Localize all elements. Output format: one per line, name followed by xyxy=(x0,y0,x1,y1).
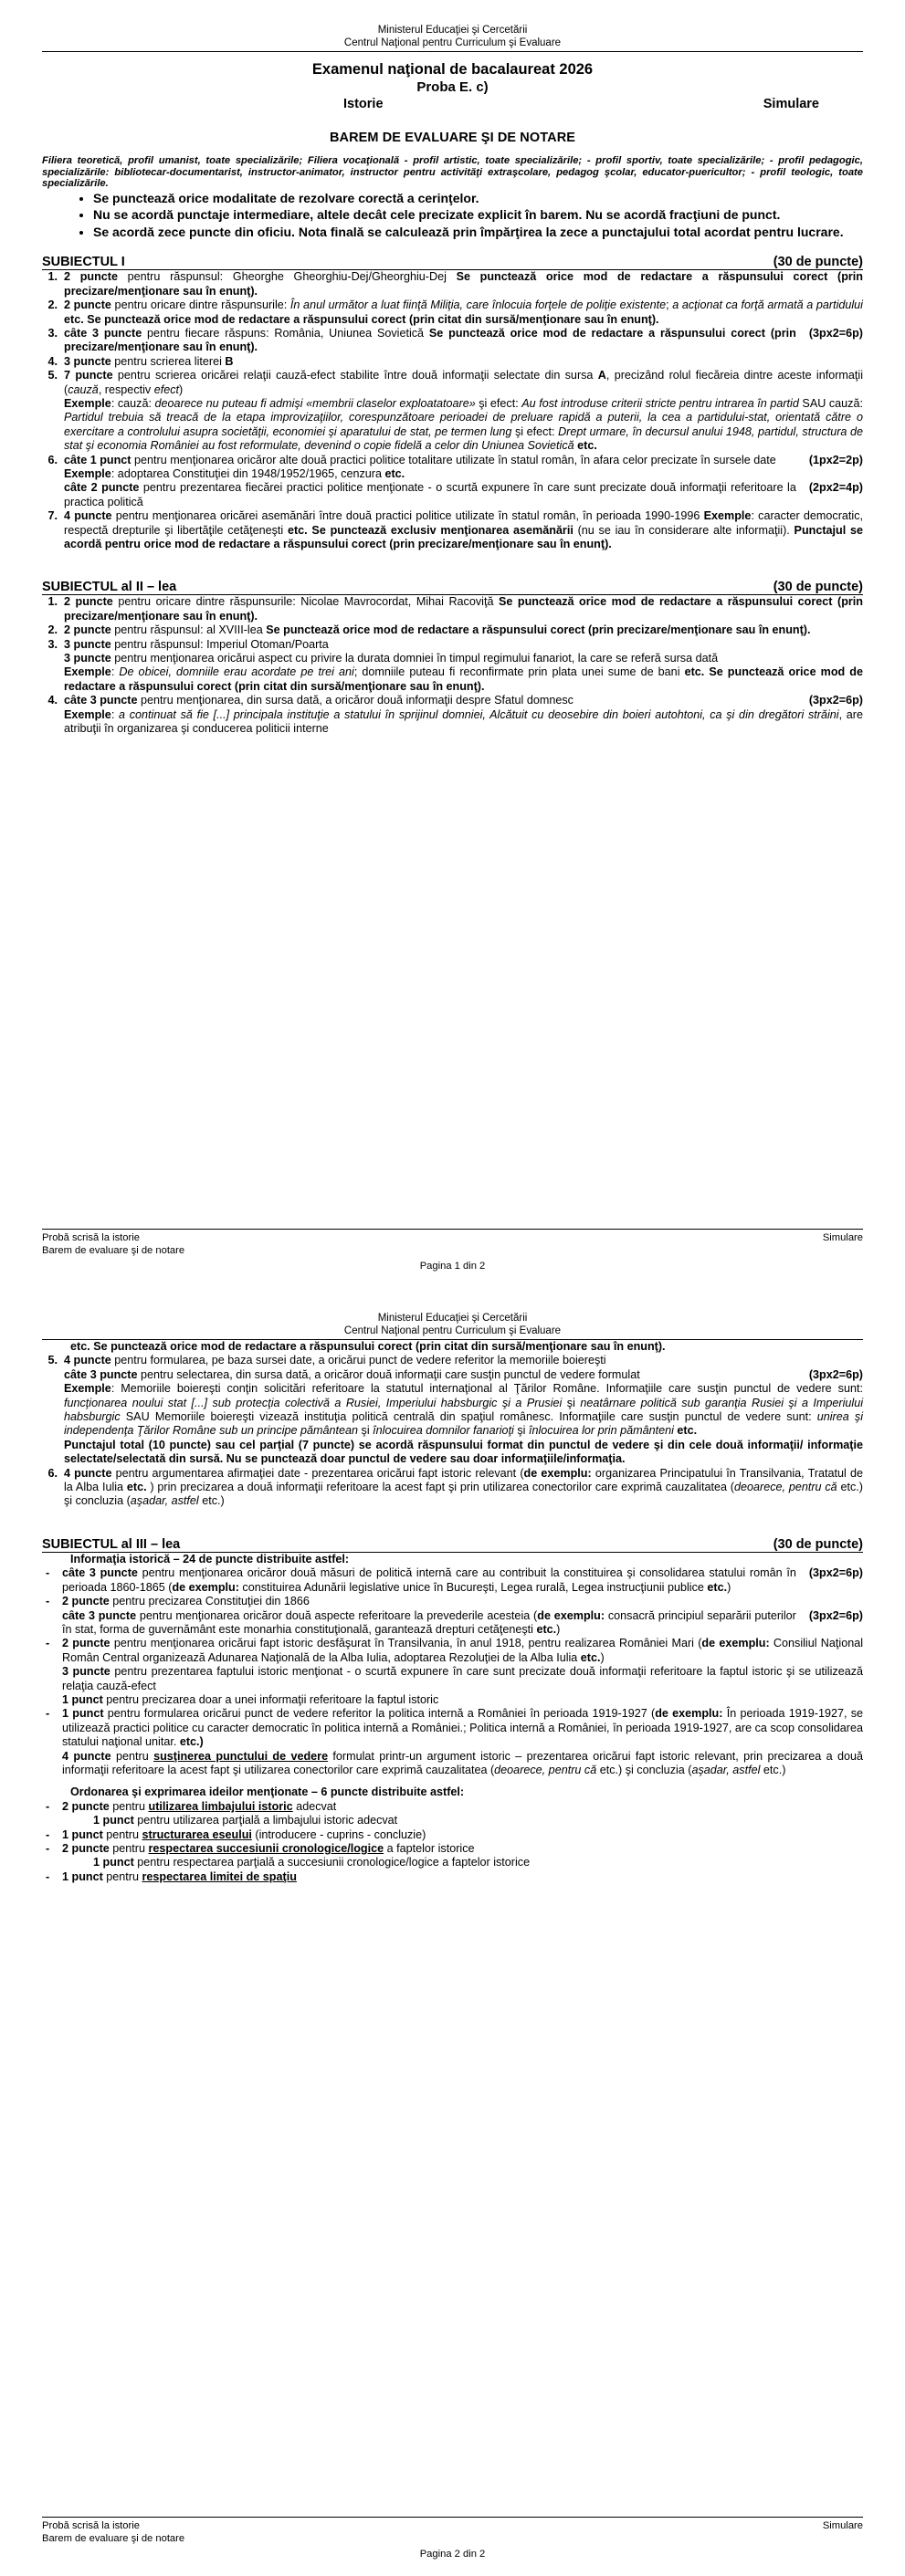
emphasis-bold: 2 puncte xyxy=(62,1637,110,1650)
plain-text: : xyxy=(110,665,120,679)
plain-text: ; domniile puteau fi reconfirmate prin plata unei sume de bani xyxy=(353,665,685,679)
item-text xyxy=(62,1595,863,1637)
grading-item xyxy=(42,595,863,623)
points-value: (3px2=6p) xyxy=(808,1367,863,1381)
plain-text: : caracter democratic, respectă drepturile şi libertăţile cetăţeneşti xyxy=(64,509,863,537)
emphasis-bold: 1 punct xyxy=(62,1827,103,1841)
emphasis-italic: funcţionarea noului stat [...] sub protecţia colectivă a Rusiei, Imperiului habsburgic şi a Prusiei xyxy=(64,1396,563,1409)
emphasis-italic: deoarece nu puteau fi admişi «membrii claselor exploatatoare» xyxy=(154,396,476,410)
plain-text: pentru xyxy=(109,1842,149,1855)
subject-3-order-items xyxy=(42,1800,863,1884)
item-text xyxy=(64,694,863,736)
emphasis-bold: câte 1 punct xyxy=(64,453,132,466)
plain-text: pentru utilizarea parţială a limbajului istoric adecvat xyxy=(133,1814,398,1827)
emphasis-bold: de exemplu: xyxy=(655,1707,723,1721)
subject-2-continued-items xyxy=(42,1354,863,1508)
plain-text: pentru formularea oricărui punct de vedere referitor la politica internă a României în perioada 1919-1927 ( xyxy=(103,1707,656,1721)
plain-text: pentru prezentarea faptului istoric menţionat - o scurtă expunere în care sunt precizate două informaţii referitoare la faptul istoric şi se utilizează relaţia cauză-efect xyxy=(62,1665,863,1692)
emphasis-bold: 2 puncte xyxy=(64,270,118,284)
emphasis-bold: etc. xyxy=(384,466,405,480)
exam-title: Examenul naţional de bacalaureat 2026 xyxy=(311,61,594,78)
emphasis-bold: etc. xyxy=(126,1481,147,1494)
plain-text: pentru menţionarea oricăror două aspecte referitoare la prevederile acesteia ( xyxy=(136,1608,538,1622)
plain-text: etc.) şi concluzia ( xyxy=(64,1481,863,1508)
grading-item xyxy=(42,1566,863,1595)
emphasis-bold: 2 puncte xyxy=(64,298,111,312)
item-extra xyxy=(64,652,863,665)
item-text xyxy=(62,1842,863,1870)
plain-text: pentru oricare dintre răspunsurile: Nicolae Mavrocordat, Mihai Racoviţă xyxy=(112,595,499,609)
emphasis-bold: etc. Se punctează orice mod de redactare a răspunsului corect (prin citat din sursă/menţionare sau în enunţ). xyxy=(64,665,863,693)
item-text xyxy=(62,1800,863,1828)
footer-left-2: Barem de evaluare şi de notare xyxy=(42,2532,185,2544)
grading-item xyxy=(42,327,863,355)
footer-page-number: Pagina 1 din 2 xyxy=(419,1261,486,1272)
plain-text: adecvat xyxy=(292,1799,337,1813)
item-bullet: - xyxy=(46,1799,50,1813)
emphasis-bold: Se punctează orice mod de redactare a răspunsului corect (prin precizare/menţionare sau în enunţ). xyxy=(266,623,811,637)
grading-rule-item: • Nu se acordă punctaje intermediare, altele decât cele precizate explicit în barem. Nu se acordă fracţiuni de punct. xyxy=(93,207,863,224)
item-text xyxy=(64,595,863,623)
item-number: 2. xyxy=(47,623,58,637)
plain-text: etc.) xyxy=(760,1763,786,1776)
plain-text: pentru precizarea Constituţiei din 1866 xyxy=(109,1595,310,1608)
emphasis-bold: etc. Se punctează orice mod de redactare a răspunsului corect (prin citat din sursă/menţionare sau în enunţ). xyxy=(64,312,659,326)
plain-text: : adoptarea Constituţiei din 1948/1952/1965, cenzura xyxy=(110,466,385,480)
footer-left-1: Probă scrisă la istorie xyxy=(42,2520,140,2531)
item-bullet: - xyxy=(46,1566,50,1580)
footer-top-row xyxy=(42,1232,863,1245)
header-divider xyxy=(42,51,863,52)
grading-item xyxy=(42,454,863,510)
emphasis-bold: câte 3 puncte xyxy=(64,1367,138,1381)
points-value: (3px2=6p) xyxy=(808,326,863,340)
plain-text: pentru menţionarea oricăror alte două practici politice totalitare utilizate în statul român, în afara celor precizate în sursele date xyxy=(131,453,776,466)
item-bullet: - xyxy=(46,1595,50,1608)
item-number: 3. xyxy=(47,637,58,651)
emphasis-bold: de exemplu: xyxy=(701,1637,770,1650)
footer-left-2: Barem de evaluare şi de notare xyxy=(42,1244,185,1256)
ministry-line-2: Centrul Naţional pentru Curriculum şi Evaluare xyxy=(343,1325,562,1336)
emphasis-italic: a continuat să fie [...] principala instituţie a statului în sprijinul domniei, Alcătuit cu deosebire din boieri autohtoni, ca şi din dregători străini xyxy=(119,707,839,721)
emphasis-bold: 3 puncte xyxy=(62,1665,110,1679)
item-extra xyxy=(64,467,863,481)
grading-item xyxy=(42,298,863,327)
emphasis-bold: etc. xyxy=(580,1650,601,1664)
emphasis-bold: Se punctează orice mod de redactare a răspunsului corect (prin precizare/menţionare sau în enunţ). xyxy=(64,270,863,298)
grading-item xyxy=(42,1828,863,1842)
grading-item xyxy=(42,509,863,551)
ministry-line-1: Ministerul Educaţiei şi Cercetării xyxy=(377,1313,528,1324)
plain-text: şi efect: xyxy=(475,396,522,410)
footer-left-1: Probă scrisă la istorie xyxy=(42,1232,140,1243)
plain-text: pentru xyxy=(102,1827,142,1841)
item-number: 6. xyxy=(47,1466,58,1480)
plain-text: ) xyxy=(727,1580,731,1594)
item-extra xyxy=(64,1382,863,1439)
barem-title: BAREM DE EVALUARE ŞI DE NOTARE xyxy=(329,131,576,145)
emphasis-underline: susţinerea punctului de vedere xyxy=(153,1749,329,1763)
plain-text: pentru xyxy=(109,1799,149,1813)
subject-3-info-header: Informaţia istorică – 24 de puncte distribuite astfel: xyxy=(70,1552,350,1565)
grading-item xyxy=(42,1707,863,1777)
grading-item xyxy=(42,623,863,637)
emphasis-italic: De obicei, domniile erau acordate pe trei ani xyxy=(119,665,354,679)
proba-label: Proba E. c) xyxy=(416,79,489,95)
emphasis-italic: înlocuirea lor prin pământeni xyxy=(528,1424,678,1438)
subject-3-items xyxy=(42,1566,863,1777)
emphasis-bold: 2 puncte xyxy=(64,595,113,609)
points-value: (3px2=6p) xyxy=(808,694,863,707)
emphasis-bold: 7 puncte xyxy=(64,369,113,382)
grading-item xyxy=(42,369,863,453)
plain-text: , respectiv xyxy=(98,382,154,396)
emphasis-bold: 4 puncte xyxy=(62,1749,111,1763)
plain-text: şi xyxy=(513,1424,529,1438)
item-text xyxy=(64,623,863,637)
item-extra xyxy=(64,1368,863,1382)
plain-text: , are atribuţii în organizarea şi conducerea politicii interne xyxy=(64,707,864,736)
plain-text: ; xyxy=(666,298,673,312)
item-text xyxy=(64,327,863,355)
plain-text: pentru oricare dintre răspunsurile: xyxy=(110,298,290,312)
subject-1-title: SUBIECTUL I xyxy=(42,255,125,270)
plain-text: şi xyxy=(358,1424,374,1438)
plain-text: şi xyxy=(562,1396,581,1409)
emphasis-bold: câte 3 puncte xyxy=(62,1608,137,1622)
plain-text: pentru formularea, pe baza sursei date, a oricărui punct de vedere referitor la memoriile boiereşti xyxy=(110,1354,606,1367)
item-number: 1. xyxy=(47,595,58,609)
grading-rule-item: • Se acordă zece puncte din oficiu. Nota finală se calculează prin împărţirea la zece a punctajului total acordat pentru lucrare. xyxy=(93,225,863,241)
emphasis-italic: efect xyxy=(153,382,180,396)
emphasis-italic: deoarece, pentru că xyxy=(734,1481,837,1494)
emphasis-bold: etc. Se punctează exclusiv menţionarea asemănării xyxy=(287,523,578,537)
plain-text: SAU Memoriile boiereşti vizează instituţia politică centrală din spaţiul românesc. Informaţiile care susţin punctul de vedere sunt: xyxy=(120,1410,817,1424)
emphasis-bold: Se punctează orice mod de redactare a răspunsului corect (prin precizare/menţionare sau în enunţ). xyxy=(64,595,863,623)
grading-item xyxy=(42,1870,863,1884)
item-number: 1. xyxy=(47,270,58,284)
emphasis-bold: etc. xyxy=(677,1424,698,1438)
grading-item xyxy=(42,1800,863,1828)
emphasis-bold: 1 punct xyxy=(62,1692,103,1706)
item-example xyxy=(64,397,863,454)
grading-item xyxy=(42,694,863,736)
emphasis-bold: etc. xyxy=(536,1622,557,1636)
plain-text: etc.) şi concluzia ( xyxy=(596,1763,692,1776)
emphasis-underline: utilizarea limbajului istoric xyxy=(148,1799,293,1813)
emphasis-bold: 2 puncte xyxy=(64,623,111,637)
plain-text: organizarea Principatului în Transilvania, Tratatul de la Alba Iulia xyxy=(64,1466,863,1494)
plain-text: pentru răspunsul: Gheorghe Gheorghiu-Dej/Gheorghiu-Dej xyxy=(117,270,457,284)
plain-text: În perioada 1919-1927, se utilizează practici politice cu caracter democratic în politica internă a României.; Politica internă a României, în perioada 1919-1927, are ca scop consolidarea statului naţional unitar. xyxy=(62,1707,864,1749)
subject-3-points: (30 de puncte) xyxy=(773,1536,863,1552)
item-text xyxy=(64,1467,863,1509)
plain-text: pentru menţionarea oricărui fapt istoric desfăşurat în Transilvania, în anul 1918, pentru realizarea României Mari ( xyxy=(110,1637,702,1650)
item-text xyxy=(62,1637,863,1707)
subject-2-items xyxy=(42,595,863,736)
item-subnote xyxy=(62,1814,863,1827)
footer-divider-2 xyxy=(42,2517,863,2518)
emphasis-bold: 3 puncte xyxy=(64,652,111,665)
plain-text: pentru xyxy=(110,1749,154,1763)
grading-item xyxy=(42,638,863,695)
plain-text: pentru răspunsul: Imperiul Otoman/Poarta xyxy=(110,637,329,651)
ministry-header xyxy=(42,24,863,49)
item-bullet: - xyxy=(46,1842,50,1855)
item-extra xyxy=(62,1750,863,1778)
item-extra xyxy=(64,481,863,509)
item-bullet: - xyxy=(46,1707,50,1721)
emphasis-bold: etc. xyxy=(707,1580,728,1594)
item-text xyxy=(64,298,863,327)
subject-3-heading xyxy=(42,1537,863,1553)
item-extra xyxy=(64,708,863,737)
emphasis-bold: 3 puncte xyxy=(64,354,111,368)
ministry-header-2 xyxy=(42,1312,863,1337)
emphasis-italic: În anul următor a luat fiinţă Miliţia, care înlocuia forţele de poliţie existente xyxy=(289,298,667,312)
emphasis-bold: Exemple xyxy=(703,509,752,523)
emphasis-underline: structurarea eseului xyxy=(142,1827,252,1841)
item-number: 6. xyxy=(47,453,58,466)
item-text xyxy=(64,509,863,551)
emphasis-italic: a acţionat ca forţă armată a partidului xyxy=(672,298,863,312)
emphasis-bold: Exemple xyxy=(64,665,111,679)
plain-text: ) xyxy=(556,1622,561,1636)
grading-item xyxy=(42,355,863,369)
plain-text: SAU cauză: xyxy=(798,396,863,410)
item-text xyxy=(62,1707,863,1777)
subject-2-continuation-intro xyxy=(42,1340,863,1354)
item-extra xyxy=(62,1693,863,1707)
emphasis-bold: câte 3 puncte xyxy=(62,1566,138,1580)
plain-text: , precizând rolul fiecăreia dintre aceste informaţii ( xyxy=(64,369,863,396)
plain-text: ) prin precizarea a două informaţii referitoare la acest fapt şi prin utilizarea conectorilor care exprimă cauzalitatea ( xyxy=(146,1481,734,1494)
emphasis-bold: Exemple xyxy=(64,396,111,410)
item-bullet: - xyxy=(46,1827,50,1841)
emphasis-bold: de exemplu: xyxy=(523,1466,592,1480)
plain-text: formulat printr-un argument istoric – prezentarea oricărui fapt istoric relevant, prin precizarea a două informaţii referitoare la acest fapt şi utilizarea conectorilor care exprimă cauzalitatea ( xyxy=(62,1749,863,1776)
emphasis-bold: de exemplu: xyxy=(172,1580,239,1594)
item-text xyxy=(62,1870,863,1884)
plain-text: : cauză: xyxy=(110,396,155,410)
emphasis-bold: câte 3 puncte xyxy=(64,326,142,340)
item-number: 3. xyxy=(47,326,58,340)
emphasis-bold: Punctajul se acordă pentru orice mod de redactare a răspunsului corect (prin precizare/menţionare sau în enunţ). xyxy=(64,523,863,550)
item-bullet: - xyxy=(46,1869,50,1883)
emphasis-bold: Exemple xyxy=(64,466,111,480)
item-number: 7. xyxy=(47,509,58,523)
grading-item xyxy=(42,1842,863,1870)
plain-text: şi efect: xyxy=(511,424,559,438)
emphasis-bold: Exemple xyxy=(64,1382,111,1396)
emphasis-bold: 1 punct xyxy=(62,1869,103,1883)
emphasis-bold: etc. xyxy=(574,439,597,453)
plain-text: pentru prezentarea fiecărei practici politice menţionate - o scurtă expunere în care sunt precizate două informaţii referitoare la practica politică xyxy=(64,481,796,508)
emphasis-italic: Drept urmare, în decursul anului 1948, partidul, structura de stat şi economia României au fost reformulate, devenind o copie fidelă a celor din Uniunea Sovietică xyxy=(64,424,864,453)
plain-text: (introducere - cuprins - concluzie) xyxy=(251,1827,426,1841)
emphasis-italic: Partidul trebuia să treacă de la etapa improvizaţiilor, corespunzătoare perioadei de preluare rapidă a puterii, la cea a partidului-stat, orientată către o exercitare a controlului asupra societăţii, economiei şi aparatului de stat, pe termen lung xyxy=(64,411,863,438)
plain-text: pentru selectarea, din sursa dată, a oricăror două informaţii care susţin punctul de vedere formulat xyxy=(137,1367,640,1381)
item-extra xyxy=(64,1439,863,1467)
subject-2-points: (30 de puncte) xyxy=(773,580,863,595)
item-text xyxy=(64,369,863,453)
plain-text: : Memoriile boiereşti conţin solicitări referitoare la statutul internaţional al Ţărilor Române. Informaţiile care susţin punctul de vedere sunt: xyxy=(110,1382,863,1396)
item-extra xyxy=(62,1609,863,1638)
subject-1-points: (30 de puncte) xyxy=(773,255,863,270)
item-text xyxy=(64,355,863,369)
emphasis-bold: câte 3 puncte xyxy=(64,694,138,707)
ministry-line-2: Centrul Naţional pentru Curriculum şi Evaluare xyxy=(343,37,562,48)
subject-2-heading xyxy=(42,580,863,595)
emphasis-italic: neatârnare politică sub garanţia Rusiei şi a Imperiului habsburgic xyxy=(64,1396,864,1424)
emphasis-underline: respectarea limitei de spaţiu xyxy=(142,1869,297,1883)
item-bullet: - xyxy=(46,1637,50,1650)
item-number: 5. xyxy=(47,369,58,382)
footer-right: Simulare xyxy=(822,2520,863,2531)
emphasis-italic: aşadar, astfel xyxy=(691,1763,761,1776)
plain-text: pentru răspunsul: al XVIII-lea xyxy=(110,623,267,637)
emphasis-bold: 2 puncte xyxy=(62,1799,110,1813)
filiera-text: Filiera teoretică, profil umanist, toate specializările; Filiera vocaţională - profil artistic, toate specializările; - profil sportiv, toate specializările; - profil pedagogic, specializările: bibliotecar-documentarist, instructor-animator, instructor pentru activităţi extraşcolare, pedagog şcolar, educator-puericultor; - profil teologic, toate specializările. xyxy=(42,155,863,190)
emphasis-bold: 1 punct xyxy=(93,1814,134,1827)
plain-text: (nu se iau în considerare alte informaţii). xyxy=(577,523,795,537)
footer-divider xyxy=(42,1229,863,1230)
points-value: (3px2=6p) xyxy=(808,1608,863,1622)
item-number: 4. xyxy=(47,694,58,707)
emphasis-bold: A xyxy=(597,369,606,382)
page-2 xyxy=(0,1288,905,2576)
plain-text: etc.) xyxy=(198,1494,225,1508)
points-value: (2px2=4p) xyxy=(808,481,863,495)
plain-text: Consiliul Naţional Român Central organizează Adunarea Naţională de la Alba Iulia, adoptarea Rezoluţiei de la Alba Iulia xyxy=(62,1637,864,1664)
footer-top-row-2 xyxy=(42,2520,863,2533)
emphasis-bold: etc.) xyxy=(179,1735,204,1749)
emphasis-italic: înlocuirea domnilor fanarioţi xyxy=(373,1424,514,1438)
item-number: 4. xyxy=(47,354,58,368)
subject-session-row xyxy=(42,97,863,111)
subject-1-items xyxy=(42,270,863,551)
grading-item xyxy=(42,270,863,298)
plain-text: pentru menţionarea oricăror două măsuri de politică internă care au contribuit la constituirea şi consolidarea statului român în perioada 1860-1865 ( xyxy=(62,1566,796,1594)
plain-text: pentru argumentarea afirmaţiei date - prezentarea oricărui fapt istoric relevant ( xyxy=(111,1466,524,1480)
item-subnote xyxy=(62,1856,863,1869)
emphasis-bold: etc. Se punctează orice mod de redactare a răspunsului corect (prin citat din sursă/menţionare sau în enunţ). xyxy=(70,1340,666,1353)
emphasis-bold: 4 puncte xyxy=(64,509,112,523)
emphasis-bold: 4 puncte xyxy=(64,1354,111,1367)
item-text xyxy=(64,1354,863,1466)
plain-text: ) xyxy=(600,1650,605,1664)
plain-text: pentru menţionarea oricărui aspect cu privire la durata domniei în timpul regimului fanariot, la care se referă sursa dată xyxy=(110,652,719,665)
plain-text: pentru scrierea oricărei relaţii cauză-efect stabilite între două informaţii selectate din sursa xyxy=(112,369,598,382)
emphasis-bold: Se punctează orice mod de redactare a răspunsului corect (prin precizare/menţionare sau în enunţ). xyxy=(64,326,796,354)
grading-rules-list xyxy=(42,191,863,241)
emphasis-italic: cauză xyxy=(68,382,99,396)
session-name: Simulare xyxy=(763,97,819,111)
emphasis-italic: unirea şi independenţa Ţărilor Române sub un principe pământean xyxy=(64,1410,863,1438)
emphasis-bold: Punctajul total (10 puncte) sau cel parţial (7 puncte) se acordă răspunsului format din punctul de vedere şi din cele două informaţii/ informaţie selectate/selectată din sursă. Nu se punctează doar punctul de vedere sau doar informaţiile/informaţia. xyxy=(64,1438,863,1466)
item-extra xyxy=(64,665,863,694)
ministry-line-1: Ministerul Educaţiei şi Cercetării xyxy=(377,25,528,36)
subject-1-heading xyxy=(42,255,863,270)
subject-3-order-header: Ordonarea şi exprimarea ideilor menţionate – 6 puncte distribuite astfel: xyxy=(70,1785,465,1799)
grading-rule-item: • Se punctează orice modalitate de rezolvare corectă a cerinţelor. xyxy=(93,191,863,207)
plain-text: a faptelor istorice xyxy=(384,1842,475,1855)
subject-2-title: SUBIECTUL al II – lea xyxy=(42,580,177,595)
page-2-footer xyxy=(42,2517,863,2560)
item-extra xyxy=(62,1665,863,1693)
emphasis-bold: 1 punct xyxy=(62,1707,104,1721)
plain-text: pentru scrierea literei xyxy=(110,354,226,368)
emphasis-italic: deoarece, pentru că xyxy=(494,1763,597,1776)
subject-name: Istorie xyxy=(343,97,384,111)
emphasis-bold: Exemple xyxy=(64,707,111,721)
plain-text: consacră principiul separării puterilor în stat, forma de guvernământ este monarhia constituţională, garantează drepturi cetăţeneşti xyxy=(62,1608,796,1636)
plain-text: : xyxy=(110,707,120,721)
item-number: 5. xyxy=(47,1354,58,1367)
emphasis-italic: Au fost introduse criterii stricte pentru intrarea în partid xyxy=(521,396,799,410)
plain-text: pentru respectarea parţială a succesiunii cronologice/logice a faptelor istorice xyxy=(133,1856,531,1869)
plain-text: pentru fiecare răspuns: România, Uniunea Sovietică xyxy=(142,326,429,340)
subject-3-title: SUBIECTUL al III – lea xyxy=(42,1536,181,1552)
emphasis-bold: 2 puncte xyxy=(62,1842,110,1855)
plain-text: pentru menţionarea oricărei asemănări între două practici politice utilizate în statul român, în perioada 1990-1996 xyxy=(111,509,704,523)
grading-item xyxy=(42,1467,863,1509)
item-text xyxy=(62,1828,863,1842)
plain-text: ) xyxy=(179,382,184,396)
item-text xyxy=(64,270,863,298)
item-text xyxy=(64,454,863,510)
plain-text: constituirea Adunării legislative unice în Bucureşti, Legea rurală, Legea instrucţiunii publice xyxy=(238,1580,708,1594)
grading-item xyxy=(42,1637,863,1707)
emphasis-underline: respectarea succesiunii cronologice/logice xyxy=(148,1842,384,1855)
emphasis-bold: 1 punct xyxy=(93,1856,134,1869)
emphasis-bold: câte 2 puncte xyxy=(64,481,140,495)
points-value: (1px2=2p) xyxy=(808,453,863,466)
item-number: 2. xyxy=(47,298,58,312)
emphasis-bold: B xyxy=(225,354,234,368)
emphasis-bold: 4 puncte xyxy=(64,1466,112,1480)
item-text xyxy=(62,1566,863,1595)
emphasis-italic: aşadar, astfel xyxy=(130,1494,199,1508)
footer-page-number: Pagina 2 din 2 xyxy=(419,2549,486,2560)
emphasis-bold: de exemplu: xyxy=(537,1608,605,1622)
plain-text: pentru xyxy=(102,1869,142,1883)
item-text xyxy=(64,638,863,695)
page-1-footer xyxy=(42,1229,863,1272)
footer-right: Simulare xyxy=(822,1232,863,1243)
plain-text: pentru menţionarea, din sursa dată, a oricăror două informaţii despre Sfatul domnesc xyxy=(137,694,574,707)
emphasis-bold: 3 puncte xyxy=(64,637,111,651)
plain-text: pentru precizarea doar a unei informaţii referitoare la faptul istoric xyxy=(102,1692,439,1706)
grading-item xyxy=(42,1354,863,1466)
emphasis-bold: 2 puncte xyxy=(62,1595,110,1608)
grading-item xyxy=(42,1595,863,1637)
points-value: (3px2=6p) xyxy=(808,1566,863,1580)
